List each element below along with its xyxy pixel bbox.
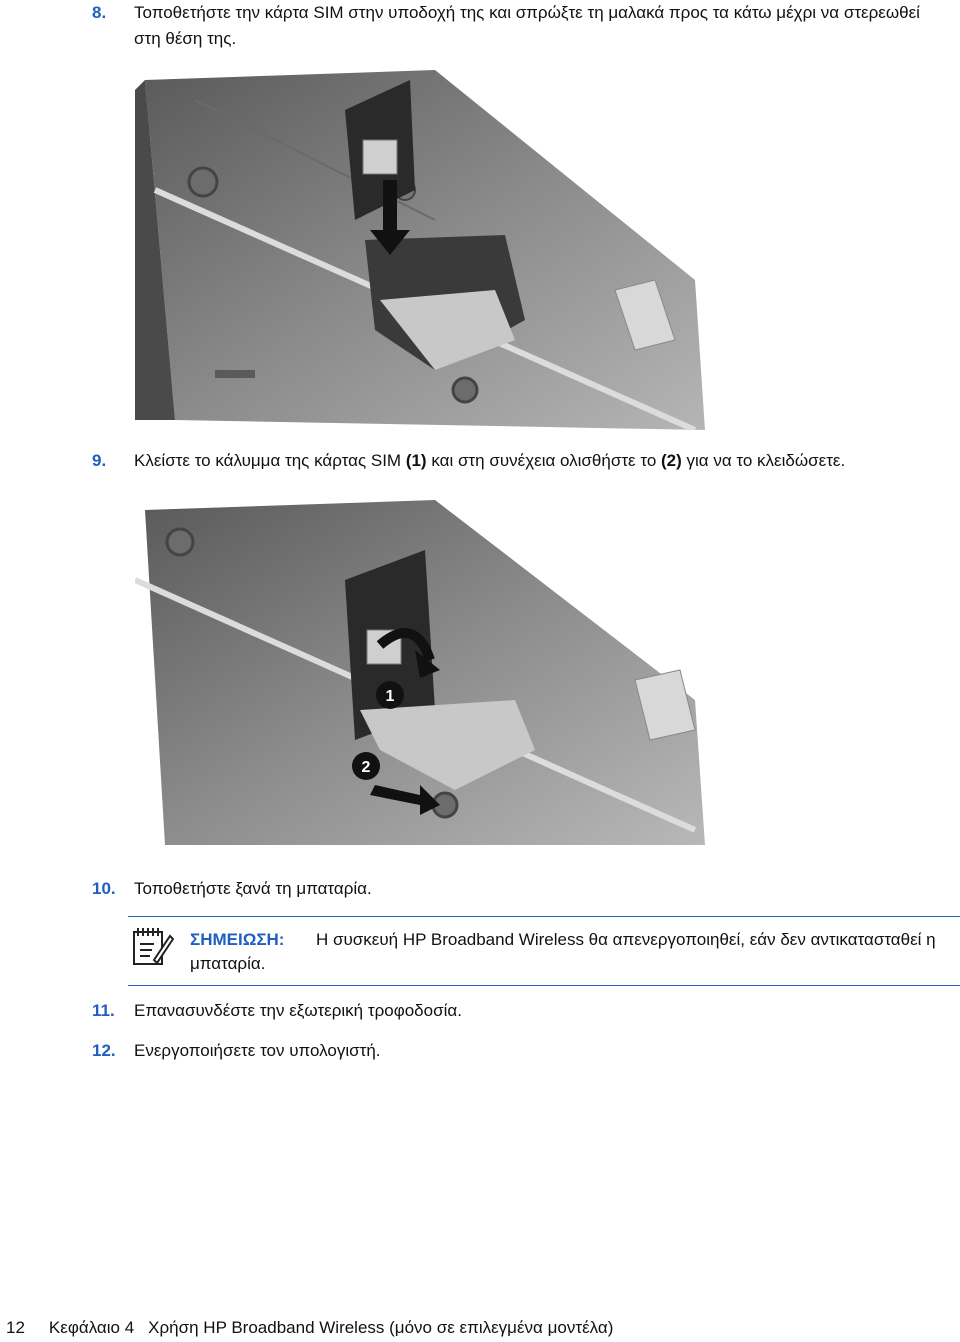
step-text-part: Κλείστε το κάλυμμα της κάρτας SIM [134,451,406,470]
note-pad-icon [132,924,174,968]
step-number: 9. [92,451,107,470]
note-text: Η συσκευή HP Broadband Wireless θα απενεργοποιηθεί, εάν δεν αντικατασταθεί η μπαταρία. [190,930,936,973]
chapter-title: Χρήση HP Broadband Wireless (μόνο σε επιλεγμένα μοντέλα) [148,1318,614,1337]
figure-sim-lock [135,500,705,850]
note-rule-top [128,916,960,917]
step-text: Επανασυνδέστε την εξωτερική τροφοδοσία. [134,1001,462,1020]
note-box [128,916,960,986]
note-rule-bottom [128,985,960,986]
callout-ref-2: (2) [661,451,682,470]
chapter-label: Κεφάλαιο 4 [48,1318,135,1337]
step-text: Ενεργοποιήσετε τον υπολογιστή. [134,1041,381,1060]
note-content [190,928,950,976]
step-number: 11. [92,1001,115,1020]
callout-1: 1 [385,688,395,705]
step-text-part: για να το κλειδώσετε. [681,451,846,470]
note-label: ΣΗΜΕΙΩΣΗ: [190,930,285,949]
step-number: 10. [92,879,116,898]
step-text: Τοποθετήστε ξανά τη μπαταρία. [134,879,372,898]
page-number: 12 [6,1318,25,1337]
figure-sim-insert [135,70,705,430]
page-footer [6,1318,637,1338]
step-text: Τοποθετήστε την κάρτα SIM στην υποδοχή της και σπρώξτε τη μαλακά προς τα κάτω μέχρι να στερεωθεί στη θέση της. [134,3,920,48]
step-number: 8. [92,3,107,22]
step-text-part: και στη συνέχεια ολισθήστε το [426,451,661,470]
callout-2: 2 [361,759,371,776]
step-number: 12. [92,1041,116,1060]
callout-ref-1: (1) [405,451,427,470]
step-text [134,448,954,474]
